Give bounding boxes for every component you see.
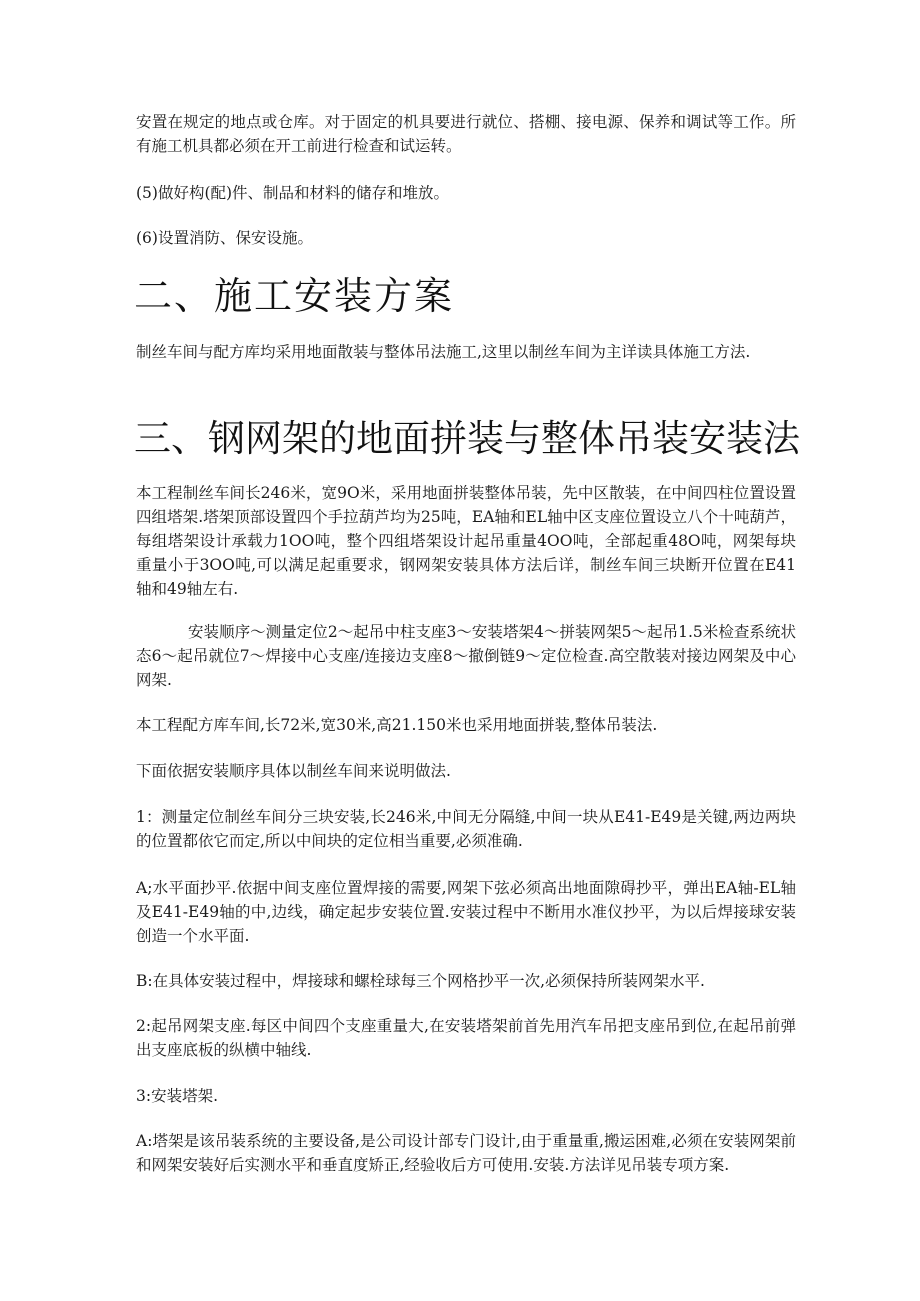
paragraph-item-5: (5)做好构(配)件、制品和材料的储存和堆放。 [136,184,450,202]
paragraph-formula-warehouse: 本工程配方库车间,长72米,宽30米,高21.150米也采用地面拼装,整体吊装法. [136,716,658,734]
paragraph-item-6: (6)设置消防、保安设施。 [136,229,313,247]
paragraph-step-3a-tower-detail: A:塔架是该吊装系统的主要设备,是公司设计部专门设计,由于重量重,搬运困难,必须在安装网架前和网架安装好后实测水平和垂直度矫正,经验收后方可使用.安装.方法详见吊装专项方案. [136,1132,796,1174]
paragraph-installation-method: 制丝车间与配方库均采用地面散装与整体吊法施工,这里以制丝车间为主详读具体施工方法. [136,343,751,361]
paragraph-step-1a-leveling: A;水平面抄平.依据中间支座位置焊接的需要,网架下弦必须高出地面隙碍抄平，弹出EA轴-EL轴及E41-E49轴的中,边线，确定起步安装位置.安装过程中不断用水准仪抄平，为以后焊接球安装创造一个水平面. [136,879,796,945]
paragraph-step-2-supports: 2:起吊网架支座.每区中间四个支座重量大,在安装塔架前首先用汽车吊把支座吊到位,在起吊前弹出支座底板的纵横中轴线. [136,1017,796,1059]
paragraph-step-1b-leveling: B:在具体安装过程中，焊接球和螺栓球每三个网格抄平一次,必须保持所装网架水平. [136,972,705,990]
paragraph-installation-sequence: 安装顺序～测量定位2～起吊中柱支座3～安装塔架4～拼装网架5～起吊1.5米检查系统状态6～起吊就位7～焊接中心支座/连接边支座8～撤倒链9～定位检查.高空散装对接边网架及中心网架. [136,623,796,689]
section-heading-installation-plan: 二、施工安装方案 [134,274,455,318]
paragraph-method-intro: 下面依据安装顺序具体以制丝车间来说明做法. [136,762,451,780]
paragraph-step-3-tower: 3:安装塔架. [136,1087,219,1105]
paragraph-equipment-storage: 安置在规定的地点或仓库。对于固定的机具要进行就位、搭棚、接电源、保养和调试等工作。所有施工机具都必须在开工前进行检查和试运转。 [136,113,796,155]
section-heading-steel-grid-assembly: 三、钢网架的地面拼装与整体吊装安装法 [134,417,800,460]
paragraph-project-overview: 本工程制丝车间长246米，宽9O米，采用地面拼装整体吊装，先中区散装，在中间四柱位置设置四组塔架.塔架顶部设置四个手拉葫芦均为25吨，EA轴和EL轴中区支座位置设立八个十吨葫芦，每组塔架设计承载力1OO吨，整个四组塔架设计起吊重量4OO吨，全部起重48O吨，网架每块重量小于3OO吨,可以满足起重要求，钢网架安装具体方法后详，制丝车间三块断开位置在E41轴和49轴左右. [136,484,796,598]
paragraph-step-1-survey: 1：测量定位制丝车间分三块安装,长246米,中间无分隔缝,中间一块从E41-E49是关键,两边两块的位置都依它而定,所以中间块的定位相当重要,必须准确. [136,808,796,850]
